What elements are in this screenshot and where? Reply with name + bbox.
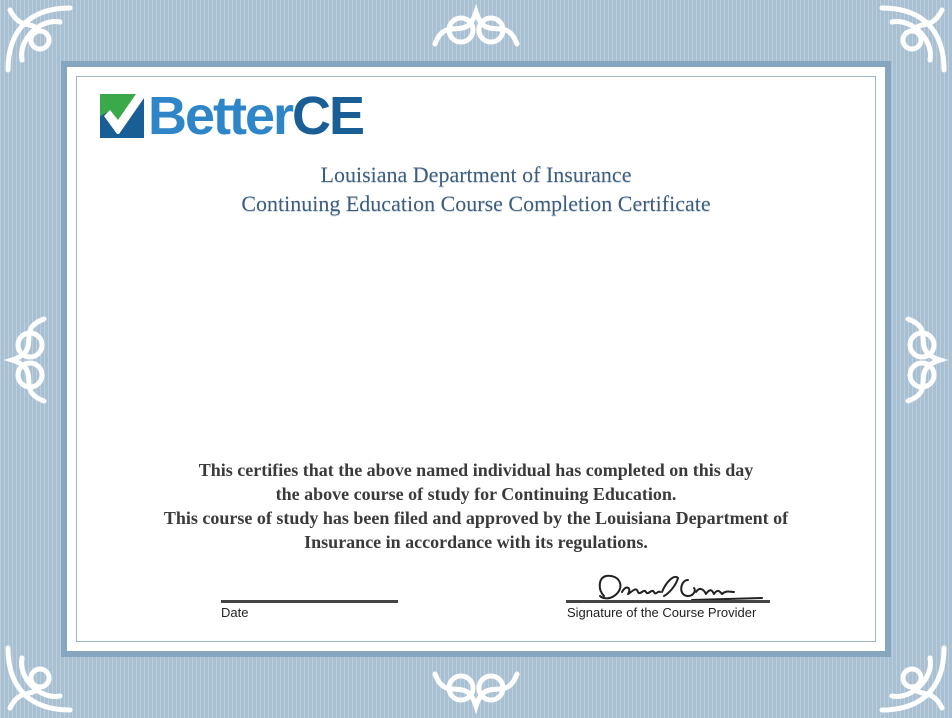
provider-signature-icon — [592, 570, 772, 604]
checkmark-icon — [100, 94, 144, 138]
provider-signature-line — [566, 600, 770, 603]
statement-line: Insurance in accordance with its regulations. — [304, 532, 648, 552]
statement-line: This course of study has been filed and approved by the Louisiana Department of — [163, 508, 789, 528]
certificate-inner-panel — [76, 76, 876, 642]
logo-text-accent: CE — [292, 86, 364, 146]
side-ornament-right — [900, 315, 948, 405]
certificate-heading-line1: Louisiana Department of Insurance — [320, 162, 632, 187]
date-signature-line — [221, 600, 398, 603]
side-ornament-top — [431, 4, 521, 52]
certification-statement — [90, 458, 862, 554]
logo-wordmark — [148, 86, 364, 146]
side-ornament-bottom — [431, 666, 521, 714]
signature-label: Signature of the Course Provider — [567, 605, 757, 620]
side-ornament-left — [4, 315, 52, 405]
betterce-logo — [100, 86, 364, 146]
certificate-heading-line2: Continuing Education Course Completion Certificate — [241, 191, 711, 216]
logo-text-main: Better — [148, 86, 293, 146]
date-label: Date — [221, 605, 249, 620]
statement-line: This certifies that the above named individual has completed on this day — [198, 460, 754, 480]
statement-line: the above course of study for Continuing Education. — [275, 484, 677, 504]
